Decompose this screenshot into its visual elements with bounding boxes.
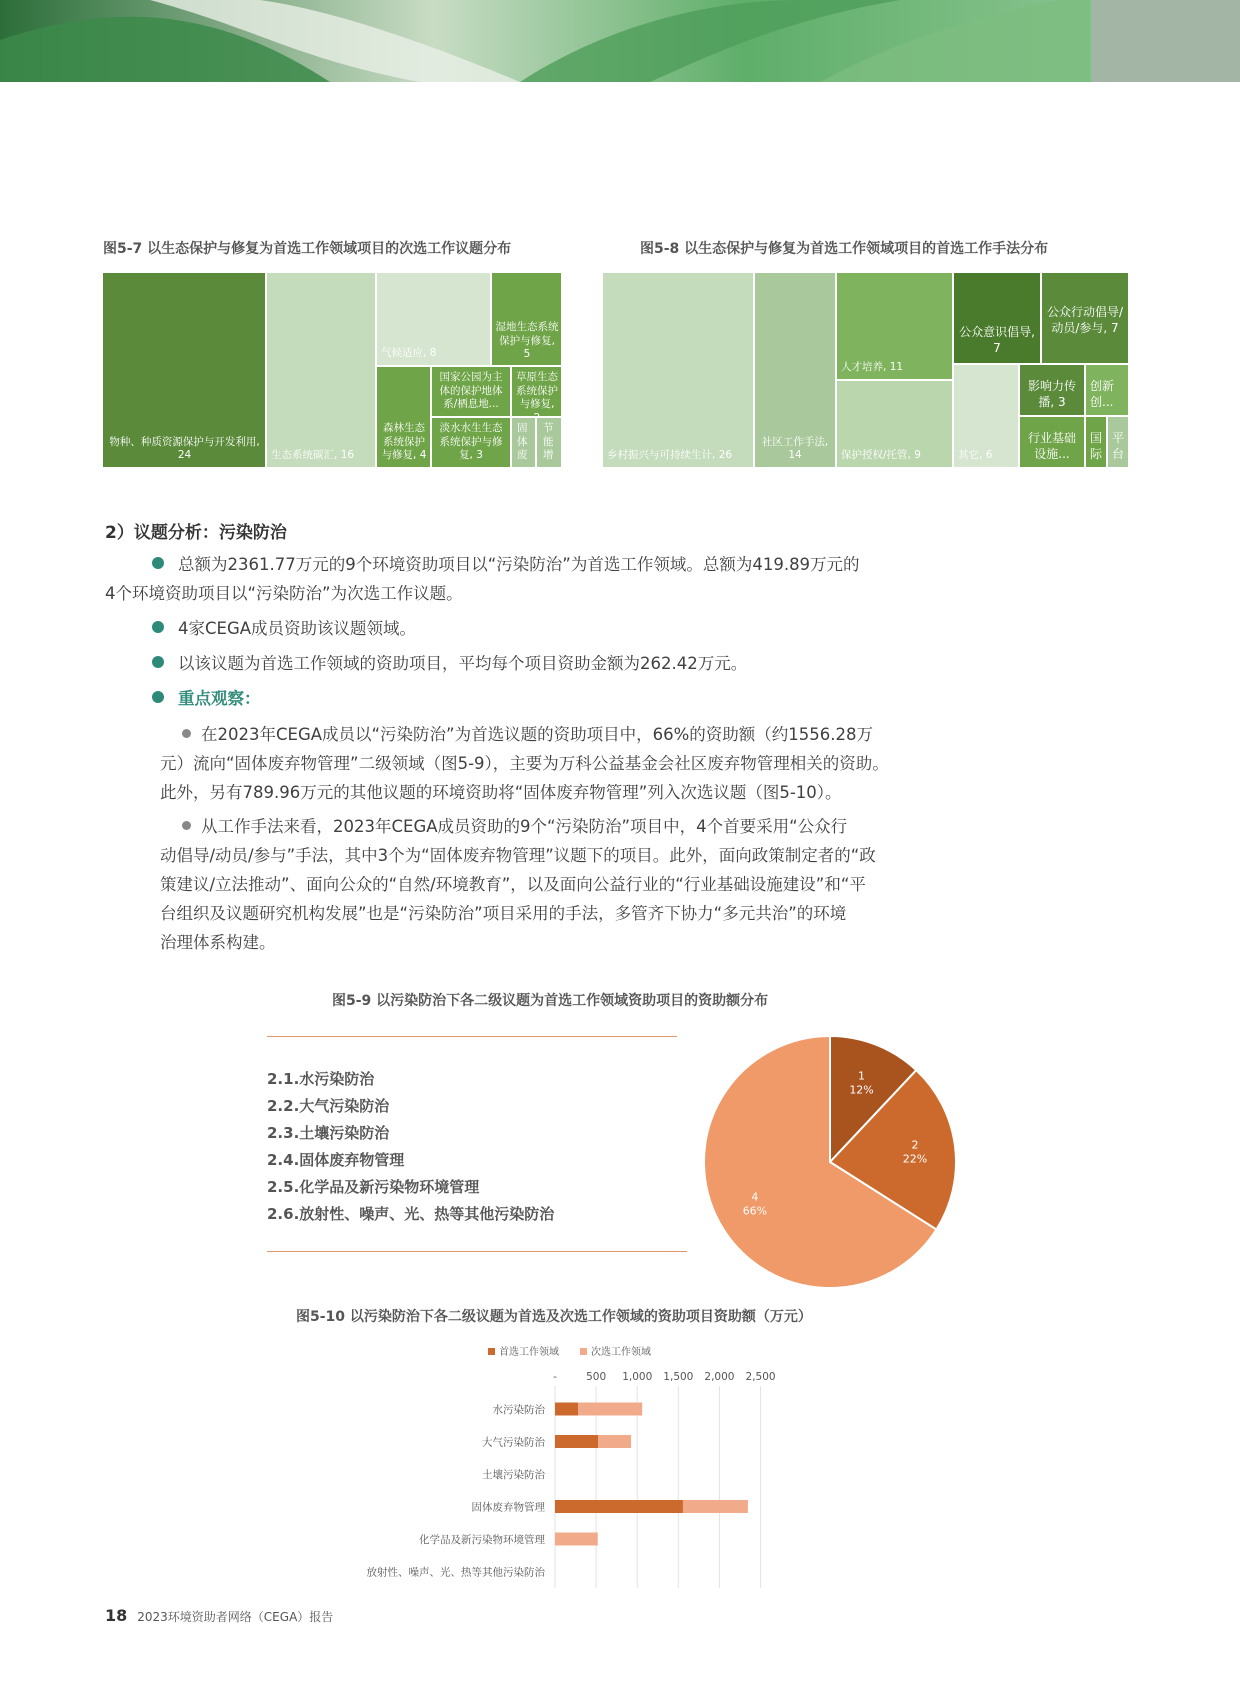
treemap-cell: 保护授权/托管, 9	[836, 380, 953, 468]
category-label: 大气污染防治	[482, 1436, 545, 1449]
treemap-cell: 生态系统碳汇, 16	[266, 272, 376, 468]
treemap-cell: 节能增	[536, 417, 562, 468]
pie-slice-percent: 22%	[902, 1152, 928, 1166]
divider	[267, 1036, 677, 1037]
bar-segment	[555, 1533, 598, 1546]
bar-segment	[598, 1435, 631, 1448]
bullet-item: 以该议题为首选工作领域的资助项目，平均每个项目资助金额为262.42万元。	[152, 649, 747, 678]
treemap-cell: 影响力传播, 3	[1019, 364, 1085, 416]
legend-swatch	[580, 1348, 587, 1355]
key-observation-heading: 重点观察：	[152, 684, 261, 713]
category-label: 固体废弃物管理	[471, 1501, 545, 1514]
bar-segment	[578, 1403, 642, 1416]
page-number: 18	[105, 1606, 128, 1625]
page-footer	[105, 1606, 333, 1625]
axis-tick-label: -	[553, 1371, 557, 1383]
fig58-title: 图5-8 以生态保护与修复为首选工作领域项目的首选工作手法分布	[640, 241, 1049, 257]
treemap-cell: 行业基础设施...	[1019, 416, 1085, 468]
observation-line: 元）流向“固体废弃物管理”二级领域（图5-9），主要为万科公益基金会社区废弃物管理相关的资助。	[160, 754, 889, 773]
pie-slice-label: 1	[858, 1069, 866, 1083]
pie-slice-percent: 66%	[742, 1204, 768, 1218]
observation-line: 此外，另有789.96万元的其他议题的环境资助将“固体废弃物管理”列入次选议题（图5-10）。	[160, 783, 842, 802]
treemap-cell: 平台	[1107, 416, 1129, 468]
observation-line: 治理体系构建。	[160, 933, 276, 952]
treemap-cell: 乡村振兴与可持续生计, 26	[602, 272, 754, 468]
bullet-item: 4家CEGA成员资助该议题领域。	[152, 614, 416, 643]
axis-tick-label: 500	[586, 1371, 607, 1383]
axis-tick-label: 2,000	[704, 1371, 735, 1383]
bullet-dot	[152, 621, 164, 633]
section-heading: 2）议题分析：污染防治	[105, 523, 287, 543]
treemap-cell: 物种、种质资源保护与开发利用, 24	[102, 272, 266, 468]
legend-item: 2.6.放射性、噪声、光、热等其他污染防治	[267, 1205, 555, 1223]
treemap-cell: 淡水水生生态系统保护与修复, 3	[431, 417, 511, 468]
bullet-item: 总额为2361.77万元的9个环境资助项目以“污染防治”为首选工作领域。总额为419.89万元的	[152, 550, 860, 579]
legend-label: 首选工作领域	[499, 1347, 559, 1358]
pie-slice-label: 4	[751, 1190, 759, 1204]
treemap-cell: 人才培养, 11	[836, 272, 953, 380]
bullet-dot	[182, 729, 191, 738]
pie-chart	[700, 1032, 960, 1292]
treemap-cell: 草原生态系统保护与修复,	[511, 366, 562, 417]
bar-segment	[555, 1500, 683, 1513]
treemap-cell: 公众意识倡导, 7	[953, 272, 1041, 364]
fig57-title: 图5-7 以生态保护与修复为首选工作领域项目的次选工作议题分布	[103, 241, 512, 257]
pie-legend	[267, 1066, 554, 1228]
treemap-cell: 森林生态系统保护与修复, 4	[376, 366, 431, 468]
treemap-cell: 公众行动倡导/动员/参与, 7	[1041, 272, 1129, 364]
treemap-cell: 国际	[1085, 416, 1107, 468]
fig59-title: 图5-9 以污染防治下各二级议题为首选工作领域资助项目的资助额分布	[332, 993, 769, 1009]
observation-paragraph: 从工作手法来看，2023年CEGA成员资助的9个“污染防治”项目中，4个首要采用“公众行	[182, 812, 847, 841]
observation-line: 动倡导/动员/参与”手法，其中3个为“固体废弃物管理”议题下的项目。此外，面向政策制定者的“政	[160, 846, 876, 865]
treemap-cell: 气候适应, 8	[376, 272, 491, 366]
divider	[267, 1251, 687, 1252]
legend-item: 2.4.固体废弃物管理	[267, 1151, 405, 1169]
category-label: 水污染防治	[492, 1404, 545, 1416]
axis-tick-label: 1,500	[663, 1371, 694, 1383]
legend-item: 2.1.水污染防治	[267, 1070, 375, 1088]
pie-slice-label: 2	[911, 1138, 919, 1152]
treemap-cell: 社区工作手法, 14	[754, 272, 836, 468]
bullet-dot	[152, 656, 164, 668]
treemap-cell: 湿地生态系统保护与修复, 5	[491, 272, 562, 366]
legend-label: 次选工作领域	[591, 1347, 651, 1358]
bar-segment	[555, 1403, 578, 1416]
observation-line: 策建议/立法推动”、面向公众的“自然/环境教育”，以及面向公益行业的“行业基础设施建设”和“平	[160, 875, 866, 894]
treemap-cell: 其它, 6	[953, 364, 1019, 468]
bar-segment	[555, 1435, 598, 1448]
axis-tick-label: 2,500	[745, 1371, 776, 1383]
category-label: 放射性、噪声、光、热等其他污染防治	[366, 1566, 545, 1579]
bar-segment	[683, 1500, 748, 1513]
treemap-cell: 国家公园为主体的保护地体系/栖息地...	[431, 366, 511, 417]
fig510-title: 图5-10 以污染防治下各二级议题为首选及次选工作领域的资助项目资助额（万元）	[296, 1309, 812, 1325]
treemap-cell: 固体废	[511, 417, 536, 468]
axis-tick-label: 1,000	[622, 1371, 653, 1383]
category-label: 化学品及新污染物环境管理	[419, 1534, 545, 1546]
legend-swatch	[488, 1348, 495, 1355]
observation-paragraph: 在2023年CEGA成员以“污染防治”为首选议题的资助项目中，66%的资助额（约1556.28万	[182, 720, 873, 749]
treemap-cell: 创新创...	[1085, 364, 1129, 416]
legend-item: 2.5.化学品及新污染物环境管理	[267, 1178, 480, 1196]
legend-item: 2.2.大气污染防治	[267, 1097, 390, 1115]
category-label: 土壤污染防治	[482, 1469, 545, 1481]
bullet-dot	[152, 691, 164, 703]
pie-slice-percent: 12%	[849, 1083, 874, 1097]
bar-chart	[345, 1336, 800, 1592]
bullet-dot	[152, 557, 164, 569]
header-banner	[0, 0, 1240, 82]
report-name: 2023环境资助者网络（CEGA）报告	[137, 1610, 334, 1624]
legend-item: 2.3.土壤污染防治	[267, 1124, 390, 1142]
bullet-continuation: 4个环境资助项目以“污染防治”为次选工作议题。	[105, 584, 463, 603]
leaf-banner-image	[0, 0, 1240, 82]
observation-line: 台组织及议题研究机构发展”也是“污染防治”项目采用的手法，多管齐下协力“多元共治”的环境	[160, 904, 847, 923]
bullet-dot	[182, 821, 191, 830]
